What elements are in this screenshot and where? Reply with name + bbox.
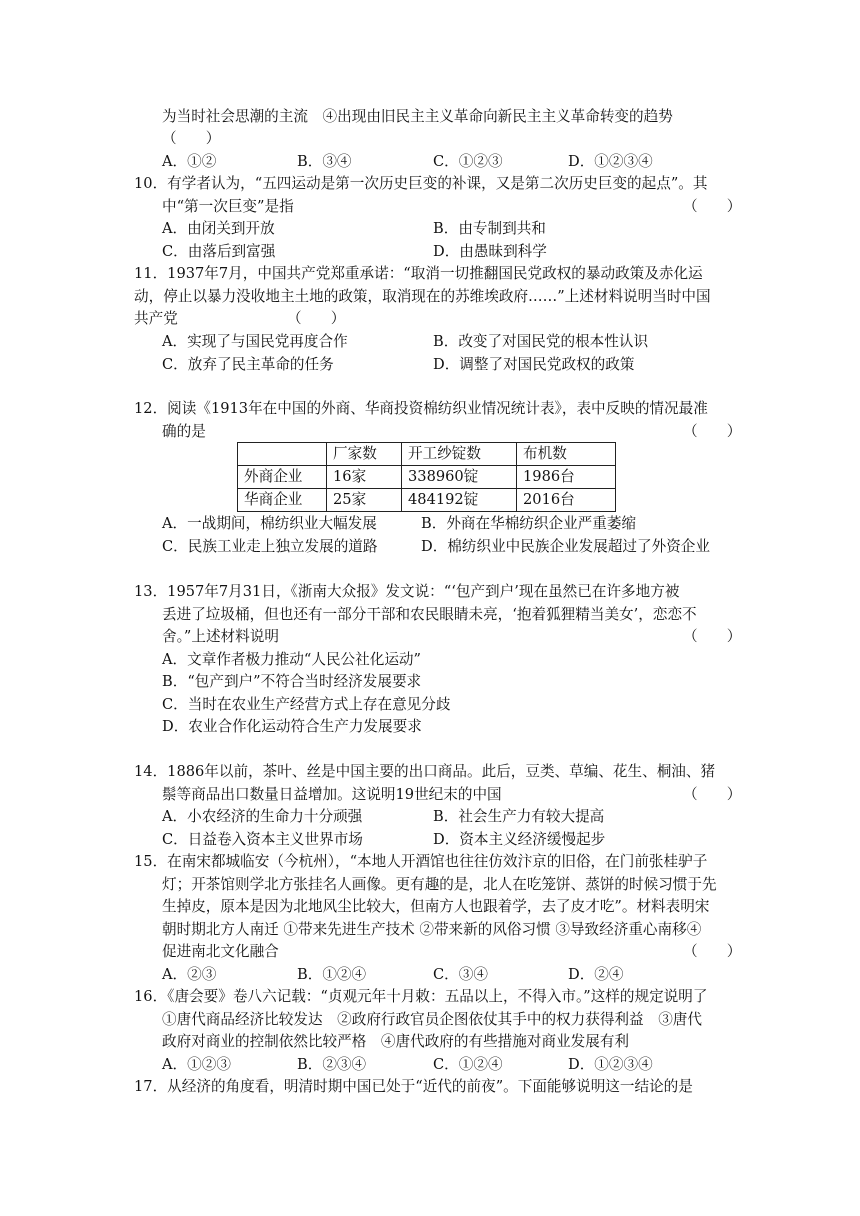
q9-option-d: D．①②③④ [568,153,653,170]
q16-option-b: B．②③④ [297,1056,367,1073]
table-header-cell: 开工纱锭数 [402,443,517,466]
q10-option-d: D．由愚昧到科学 [433,243,547,260]
table-cell: 25家 [327,489,402,512]
q13-option-c: C．当时在农业生产经营方式上存在意见分歧 [162,696,451,713]
q11-line-2: 动，停止以暴力没收地主土地的政策，取消现在的苏维埃政府……”上述材料说明当时中国 [134,288,711,305]
q10-option-b: B．由专制到共和 [433,220,546,237]
q15-line-5: 促进南北文化融合 [162,943,279,960]
q16-line-2: ①唐代商品经济比较发达 ②政府行政官员企图依仗其手中的权力获得利益 ③唐代 [162,1011,702,1028]
q9-line-1: 为当时社会思潮的主流 ④出现由旧民主主义革命向新民主主义革命转变的趋势 [162,108,673,125]
q12-option-b: B．外商在华棉纺织企业严重萎缩 [421,515,637,532]
q12-answer-paren: （ ） [683,423,742,440]
q13-option-d: D．农业合作化运动符合生产力发展要求 [162,718,422,735]
q16-option-a: A．①②③ [162,1056,231,1073]
table-header-cell [238,443,327,466]
q15-line-1: 15．在南宋都城临安（今杭州），“本地人开酒馆也往往仿效汴京的旧俗，在门前张桂驴子 [134,853,708,870]
q15-line-2: 灯；开茶馆则学北方张挂名人画像。更有趣的是，北人在吃笼饼、蒸饼的时候习惯于先 [162,876,717,893]
q12-line-1: 12．阅读《1913年在中国的外商、华商投资棉纺织业情况统计表》，表中反映的情况最准 [134,400,708,417]
q11-option-a: A．实现了与国民党再度合作 [162,333,348,350]
q9-answer-paren: （ ） [162,130,221,147]
q11-option-b: B．改变了对国民党的根本性认识 [433,333,649,350]
cotton-industry-table [237,442,616,512]
table-cell: 16家 [327,466,402,489]
q14-line-2: 鬃等商品出口数量日益增加。这说明19世纪末的中国 [162,786,502,803]
q12-option-a: A．一战期间，棉纺织业大幅发展 [162,515,377,532]
q16-option-c: C．①②④ [433,1056,503,1073]
q15-option-a: A．②③ [162,966,217,983]
q14-line-1: 14．1886年以前，茶叶、丝是中国主要的出口商品。此后，豆类、草编、花生、桐油、猪 [134,763,716,780]
q14-option-b: B．社会生产力有较大提高 [433,808,605,825]
table-cell: 484192锭 [402,489,517,512]
q11-option-d: D．调整了对国民党政权的政策 [433,356,635,373]
q13-option-b: B．“包产到户”不符合当时经济发展要求 [162,673,422,690]
q15-option-b: B．①②④ [297,966,367,983]
q11-option-c: C．放弃了民主革命的任务 [162,356,334,373]
q17-line-1: 17．从经济的角度看，明清时期中国已处于“近代的前夜”。下面能够说明这一结论的是 [134,1078,693,1095]
q11-line-1: 11．1937年7月，中国共产党郑重承诺：“取消一切推翻国民党政权的暴动政策及赤化运 [134,265,703,282]
q10-line-1: 10．有学者认为，“五四运动是第一次历史巨变的补课，又是第二次历史巨变的起点”。其 [134,175,708,192]
q9-option-b: B．③④ [297,153,352,170]
q14-answer-paren: （ ） [683,786,742,803]
q15-option-c: C．③④ [433,966,488,983]
table-cell: 外商企业 [238,466,327,489]
q15-option-d: D．②④ [568,966,624,983]
table-row [238,489,616,512]
q13-line-3: 舍。”上述材料说明 [162,628,279,645]
table-cell: 2016台 [517,489,616,512]
q13-option-a: A．文章作者极力推动“人民公社化运动” [162,651,421,668]
q16-line-3: 政府对商业的控制依然比较严格 ④唐代政府的有些措施对商业发展有利 [162,1033,630,1050]
q14-option-d: D．资本主义经济缓慢起步 [433,831,606,848]
q15-line-4: 朝时期北方人南迁 ①带来先进生产技术 ②带来新的风俗习惯 ③导致经济重心南移④ [162,921,702,938]
q13-line-2: 丢进了垃圾桶，但也还有一部分干部和农民眼睛未亮，‘抱着狐狸精当美女’，恋恋不 [162,606,697,623]
q12-option-c: C．民族工业走上独立发展的道路 [162,538,378,555]
q16-option-d: D．①②③④ [568,1056,653,1073]
q10-answer-paren: （ ） [683,198,742,215]
q14-option-a: A．小农经济的生命力十分顽强 [162,808,363,825]
q14-option-c: C．日益卷入资本主义世界市场 [162,831,363,848]
q13-line-1: 13．1957年7月31日，《浙南大众报》发文说：“‘包产到户’现在虽然已在许多地方被 [134,583,680,600]
q10-option-c: C．由落后到富强 [162,243,276,260]
table-cell: 华商企业 [238,489,327,512]
q12-line-2: 确的是 [162,423,206,440]
q11-answer-paren: （ ） [287,310,346,327]
q16-line-1: 16．《唐会要》卷八六记载：“贞观元年十月敕：五品以上，不得入市。”这样的规定说明了 [134,988,708,1005]
table-header-cell: 布机数 [517,443,616,466]
q15-answer-paren: （ ） [683,943,742,960]
q11-line-3: 共产党 [134,310,178,327]
table-header-row [238,443,616,466]
table-row [238,466,616,489]
q10-line-2: 中“第一次巨变”是指 [162,198,294,215]
q13-answer-paren: （ ） [683,628,742,645]
table-header-cell: 厂家数 [327,443,402,466]
table-cell: 338960锭 [402,466,517,489]
table-cell: 1986台 [517,466,616,489]
q9-option-a: A．①② [162,153,217,170]
q15-line-3: 生掉皮，原本是因为北地风尘比较大，但南方人也跟着学，去了皮才吃”。材料表明宋 [162,898,710,915]
q10-option-a: A．由闭关到开放 [162,220,275,237]
q12-option-d: D．棉纺织业中民族企业发展超过了外资企业 [421,538,710,555]
q9-option-c: C．①②③ [433,153,503,170]
